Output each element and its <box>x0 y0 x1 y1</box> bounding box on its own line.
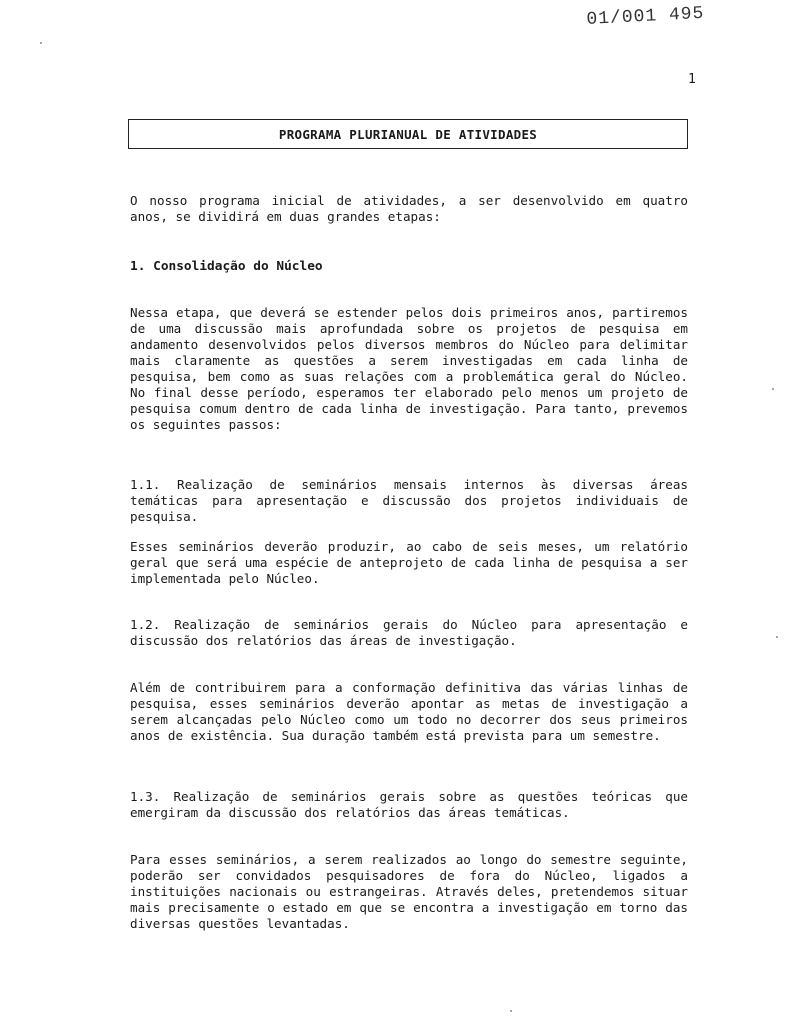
item-1-2-detail: Além de contribuirem para a conformação definitiva das várias linhas de pesquisa, esses seminários deverão apontar as metas de investigação a serem alcançadas pelo Núcleo como um todo no decorrer dos seus primeiros anos de existência. Sua duração também está prevista para um semestre. <box>130 680 688 743</box>
scan-speck <box>510 1010 512 1012</box>
item-1-1-text: 1.1. Realização de seminários mensais internos às diversas áreas temáticas para apresentação e discussão dos projetos individuais de pesquisa. <box>130 477 688 524</box>
item-1-3-detail: Para esses seminários, a serem realizados ao longo do semestre seguinte, poderão ser convidados pesquisadores de fora do Núcleo, ligados a instituições nacionais ou estrangeiras. Através deles, pretendemos situar mais precisamente o estado em que se encontra a investigação em torno das diversas questões levantadas. <box>130 852 688 931</box>
section-1-heading: 1. Consolidação do Núcleo <box>130 259 323 274</box>
document-stamp: 01/001 495 <box>586 3 705 30</box>
item-1-3-text: 1.3. Realização de seminários gerais sobre as questões teóricas que emergiram da discussão dos relatórios das áreas temáticas. <box>130 789 688 820</box>
page-title: PROGRAMA PLURIANUAL DE ATIVIDADES <box>278 126 538 142</box>
title-box <box>128 119 688 149</box>
page-number: 1 <box>688 72 696 87</box>
scan-speck <box>40 42 42 44</box>
intro-paragraph: O nosso programa inicial de atividades, a ser desenvolvido em quatro anos, se dividirá em duas grandes etapas: <box>130 193 688 224</box>
scan-speck <box>772 388 774 390</box>
item-1-2-text: 1.2. Realização de seminários gerais do Núcleo para apresentação e discussão dos relatórios das áreas de investigação. <box>130 617 688 648</box>
item-1-1-detail: Esses seminários deverão produzir, ao cabo de seis meses, um relatório geral que será uma espécie de anteprojeto de cada linha de pesquisa a ser implementada pelo Núcleo. <box>130 539 688 586</box>
section-1-body: Nessa etapa, que deverá se estender pelos dois primeiros anos, partiremos de uma discussão mais aprofundada sobre os projetos de pesquisa em andamento desenvolvidos pelos diversos membros do Núcleo para delimitar mais claramente as questões a serem investigadas em cada linha de pesquisa, bem como as suas relações com a problemática geral do Núcleo. No final desse período, esperamos ter elaborado pelo menos um projeto de pesquisa comum dentro de cada linha de investigação. Para tanto, prevemos os seguintes passos: <box>130 305 688 432</box>
scan-speck <box>776 636 778 638</box>
